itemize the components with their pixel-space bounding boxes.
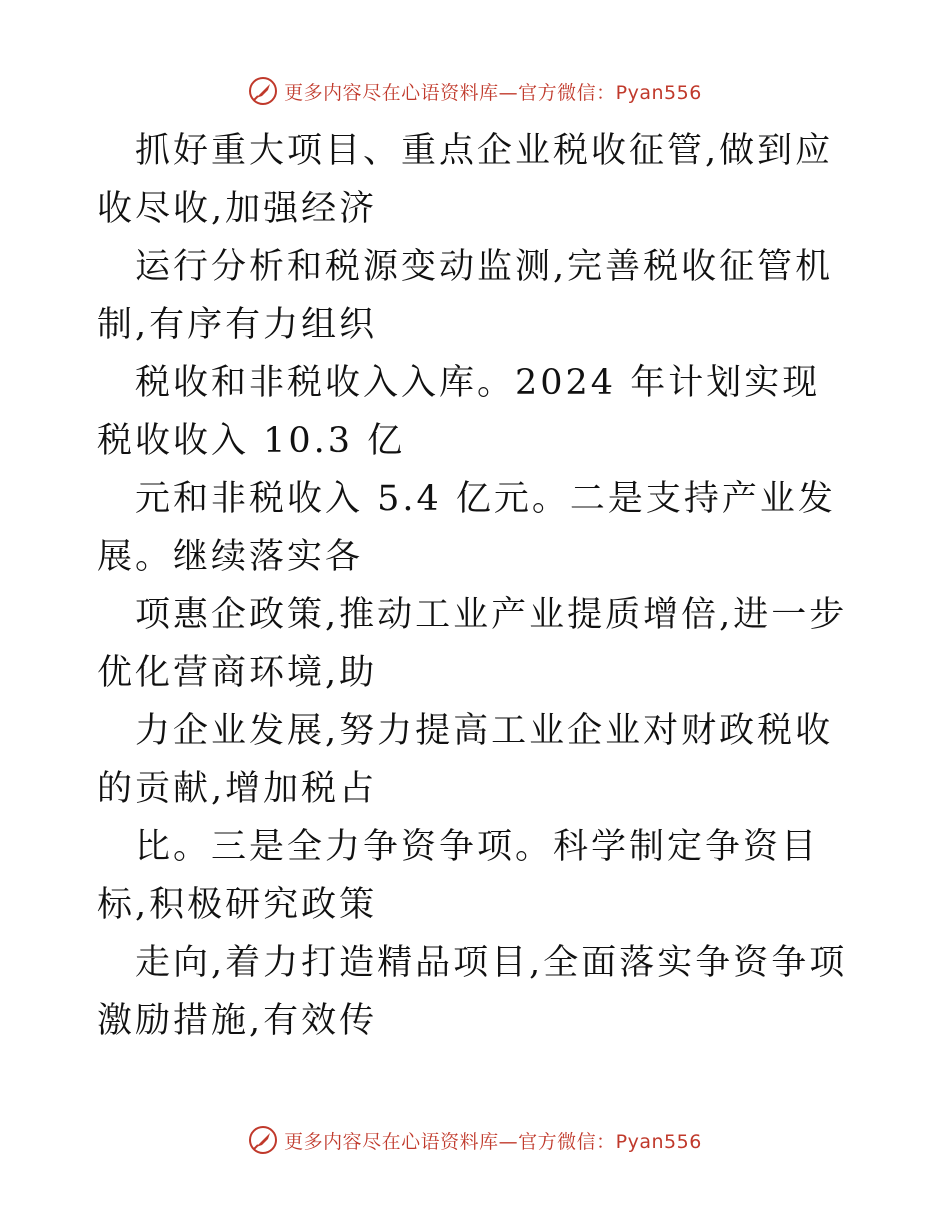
paragraph: 运行分析和税源变动监测,完善税收征管机制,有序有力组织 [97,247,834,345]
watermark-text [284,1127,702,1154]
quill-pen-logo-icon [248,1125,278,1155]
watermark-main-text: 更多内容尽在心语资料库—官方微信： [284,1130,616,1153]
watermark-main-text: 更多内容尽在心语资料库—官方微信： [284,81,616,104]
watermark-wechat-id: Pyan556 [615,81,702,104]
paragraph: 税收和非税收入入库。2024 年计划实现税收收入 10.3 亿 [97,363,821,461]
paragraph: 走向,着力打造精品项目,全面落实争资争项激励措施,有效传 [97,943,848,1041]
watermark-text [284,78,702,105]
paragraph: 元和非税收入 5.4 亿元。二是支持产业发展。继续落实各 [97,479,836,577]
footer-watermark [0,1123,950,1157]
quill-pen-logo-icon [248,76,278,106]
watermark-wechat-id: Pyan556 [615,1130,702,1153]
paragraph: 力企业发展,努力提高工业企业对财政税收的贡献,增加税占 [97,711,834,809]
paragraph: 项惠企政策,推动工业产业提质增倍,进一步优化营商环境,助 [97,595,848,693]
paragraph: 比。三是全力争资争项。科学制定争资目标,积极研究政策 [97,827,820,925]
header-watermark [0,74,950,108]
document-body [97,122,857,1050]
paragraph: 抓好重大项目、重点企业税收征管,做到应收尽收,加强经济 [97,131,834,229]
